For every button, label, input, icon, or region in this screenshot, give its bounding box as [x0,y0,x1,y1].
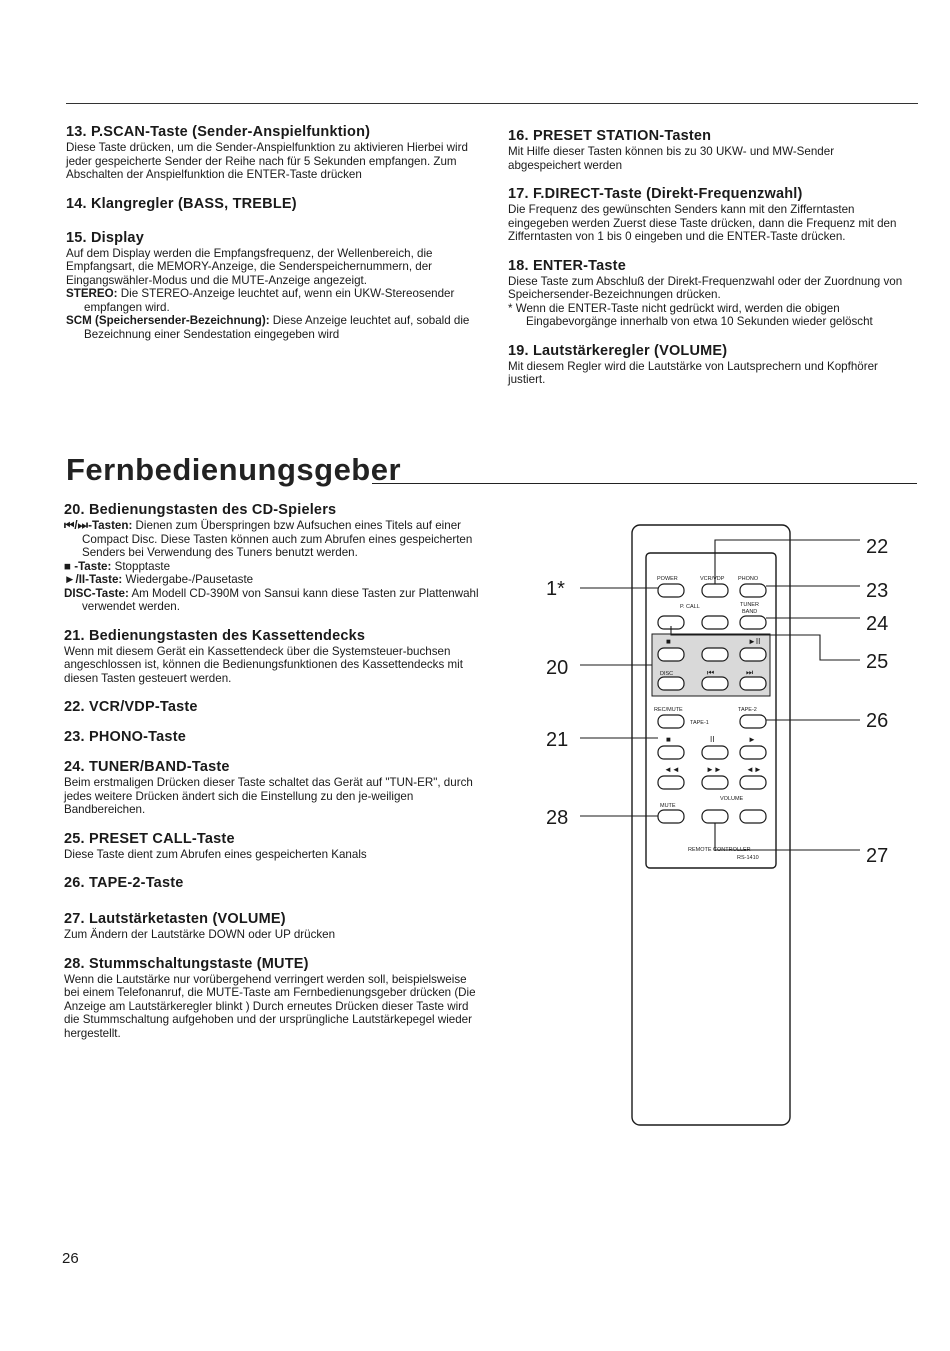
tuner-label: TUNER [740,602,759,608]
section-28 [64,956,484,1041]
tape-rewind-button[interactable] [658,776,684,789]
power-label: POWER [657,576,678,582]
tape-pause-icon: II [710,735,715,744]
cd-stop-button[interactable] [702,648,728,661]
section-title: 15. Display [66,229,144,246]
section-16 [508,128,908,172]
stereo-label: STEREO: [66,287,118,300]
title-rule [372,483,917,484]
page-title: Fernbedienungsgeber [66,452,402,487]
section-22 [64,699,484,715]
stereo-paragraph [66,287,480,314]
section-text: Mit diesem Regler wird die Lautstärke von Lautsprechern und Kopfhörer justiert. [508,359,878,386]
cd-play-pause-button[interactable] [740,648,766,661]
top-rule [66,103,918,104]
section-text: Beim erstmaligen Drücken dieser Taste schaltet das Gerät auf "TUN-ER", durch jedes weitere Drücken ändert sich die Einstellung zu den je-weiligen Bandbereichen. [64,776,473,816]
skip-keys-text: Dienen zum Überspringen bzw Aufsuchen eines Titels auf einer Compact Disc. Diese Tasten können auch zum Abrufen eines gespeicherten Senders bei Verwendung des Tuners benutzt werden. [82,519,473,559]
section-title: 23. PHONO-Taste [64,729,186,745]
callout-24: 24 [866,613,889,635]
tape-stop-icon: ■ [666,735,671,744]
stereo-text: Die STEREO-Anzeige leuchtet auf, wenn ein UKW-Stereosender empfangen wird. [84,287,455,314]
section-title: 16. PRESET STATION-Tasten [508,128,712,144]
section-text: Wenn mit diesem Gerät ein Kassettendeck über die Systemsteuer-buchsen angeschlossen ist, können die Bedienungsfunktionen des Kassettendecks mit diesen Tasten gesteuert werden. [64,644,463,685]
cd-prev-button[interactable] [658,648,684,661]
rec-mute-button[interactable] [658,715,684,728]
vcr-label: VCR/VDP [700,576,725,582]
section-text: Auf dem Display werden die Empfangsfrequenz, der Wellenbereich, die Empfangsart, die MEMORY-Anzeige, die Senderspeichernummern, der Eingangswähler-Modus und die MUTE-Anzeige angezeigt. [66,246,433,287]
disc-key-label: DISC-Taste: [64,586,129,600]
callout-22: 22 [866,536,889,558]
callout-21: 21 [546,729,569,751]
stop-icon: ■ [666,637,671,646]
remote-body [632,525,790,1125]
section-19 [508,343,908,387]
section-21 [64,628,484,686]
page-number: 26 [62,1250,79,1267]
section-24 [64,759,484,817]
section-26 [64,875,484,891]
section-13 [66,124,480,182]
phono-button[interactable] [740,584,766,597]
stop-key-paragraph [64,560,484,574]
skip-forward-icon: ⏭ [746,668,754,677]
section-text: Diese Taste dient zum Abrufen eines gespeicherten Kanals [64,847,367,861]
section-17 [508,186,908,244]
vcr-vdp-button[interactable] [702,584,728,597]
callout-27: 27 [866,845,889,867]
callout-26: 26 [866,710,889,732]
section-title: 20. Bedienungstasten des CD-Spielers [64,502,337,518]
section-title: 18. ENTER-Taste [508,257,626,274]
rewind-icon: ◄◄ [664,765,680,774]
disc-key-text: Am Modell CD-390M von Sansui kann diese Tasten zur Plattenwahl verwendet werden. [82,586,479,613]
disc-key-paragraph [64,587,484,614]
tape-pause-button[interactable] [702,746,728,759]
callout-20: 20 [546,657,569,679]
skip-keys-paragraph [64,519,484,560]
section-title: 27. Lautstärketasten (VOLUME) [64,911,286,927]
mute-label: MUTE [660,803,676,809]
column-right-top [508,128,908,401]
remote-controller-label: REMOTE CONTROLLER [688,847,751,853]
play-key-text: Wiedergabe-/Pausetaste [122,573,254,586]
disc-label: DISC [660,671,674,677]
callout-line-27 [715,823,860,850]
preset-up-button[interactable] [702,616,728,629]
callout-28: 28 [546,807,569,829]
cd-skip-back-button[interactable] [702,677,728,690]
section-text: Diese Taste zum Abschluß der Direkt-Frequenzwahl oder der Zuordnung von Speichersender-Bezeichnungen drücken. [508,274,903,301]
section-title: 19. Lautstärkeregler (VOLUME) [508,342,728,359]
scm-text: Diese Anzeige leuchtet auf, sobald die Bezeichnung einer Sendestation eingegeben wird [84,314,470,341]
skip-keys-label: ⏮/⏭-Tasten: [64,519,133,532]
recmute-label: REC/MUTE [654,707,683,713]
model-label: RS-1410 [737,855,759,861]
section-title: 22. VCR/VDP-Taste [64,699,198,715]
section-title: 21. Bedienungstasten des Kassettendecks [64,627,366,644]
section-text: Mit Hilfe dieser Tasten können bis zu 30 UKW- und MW-Sender abgespeichert werden [508,145,835,172]
section-text: Zum Ändern der Lautstärke DOWN oder UP drücken [64,928,336,941]
tape2-label: TAPE-2 [738,707,757,713]
mute-button[interactable] [658,810,684,823]
volume-down-button[interactable] [702,810,728,823]
tape-play-button[interactable] [740,746,766,759]
section-20 [64,502,484,614]
section-25 [64,831,484,862]
play-key-label: ►/II-Taste: [64,573,123,586]
tape-stop-button[interactable] [658,746,684,759]
section-title: 13. P.SCAN-Taste (Sender-Anspielfunktion) [66,124,371,140]
volume-up-button[interactable] [740,810,766,823]
skip-back-icon: ⏮ [707,668,715,677]
band-label: BAND [742,609,758,615]
section-27 [64,911,484,942]
section-18 [508,258,908,329]
tape-ffwd-button[interactable] [702,776,728,789]
tape2-button[interactable] [740,715,766,728]
section-text: Die Frequenz des gewünschten Senders kann mit den Zifferntasten eingegeben werden Zuerst diese Taste drücken, dann die Frequenz mit den Zifferntasten von 1 bis 0 eingeben und die ENTER-Taste drücken. [508,203,897,243]
tape-play-icon: ► [748,735,756,744]
callout-25: 25 [866,651,889,673]
tuner-band-button[interactable] [740,616,766,629]
pcall-label: P. CALL [680,604,700,610]
tape-reverse-button[interactable] [740,776,766,789]
section-text: Diese Taste drücken, um die Sender-Anspielfunktion zu aktivieren Hierbei wird jeder gespeicherte Sender der Reihe nach für 5 Sekunden empfangen. Zum Abschalten der Anspielfunktion die ENTER-Taste drücken [66,141,468,181]
disc-button[interactable] [658,677,684,690]
section-title: 24. TUNER/BAND-Taste [64,759,230,775]
section-title: 17. F.DIRECT-Taste (Direkt-Frequenzwahl) [508,186,803,202]
section-15 [66,230,480,342]
section-note: * Wenn die ENTER-Taste nicht gedrückt wird, werden die obigen Eingabevorgänge innerhalb von etwa 10 Sekunden wieder gelöscht [508,301,873,328]
section-title: 28. Stummschaltungstaste (MUTE) [64,955,309,972]
callout-23: 23 [866,580,889,602]
play-key-paragraph [64,573,484,587]
section-title: 25. PRESET CALL-Taste [64,830,235,847]
section-text: Wenn die Lautstärke nur vorübergehend verringert werden soll, beispielsweise bei einem Telefonanruf, die MUTE-Taste am Fernbedienungsgeber drücken (Die Anzeige am Lautstärkeregler blinkt ) Durch erneutes Drücken dieser Taste wird die Stummschaltung aufgehoben und der ursprüngliche Lautstärkepegel wieder hergestellt. [64,972,476,1040]
section-23 [64,729,484,745]
callout-line-22 [715,540,860,584]
play-pause-icon: ►II [748,637,761,646]
stop-key-text: Stopptaste [111,559,171,573]
section-14 [66,196,480,212]
power-button[interactable] [658,584,684,597]
stop-key-label: ■ -Taste: [64,559,112,573]
tape1-label: TAPE-1 [690,720,709,726]
volume-label: VOLUME [720,796,744,802]
callout-1: 1* [546,578,565,600]
column-left-top [66,124,480,355]
section-title: 26. TAPE-2-Taste [64,875,184,891]
column-remote-text [64,502,484,1054]
scm-label: SCM (Speichersender-Bezeichnung): [66,314,270,327]
cd-skip-forward-button[interactable] [740,677,766,690]
ffwd-icon: ►► [706,765,722,774]
section-title: 14. Klangregler (BASS, TREBLE) [66,195,297,212]
scm-paragraph [66,314,480,341]
reverse-icon: ◄► [746,765,762,774]
remote-control-diagram [530,520,910,1130]
phono-label: PHONO [738,576,759,582]
